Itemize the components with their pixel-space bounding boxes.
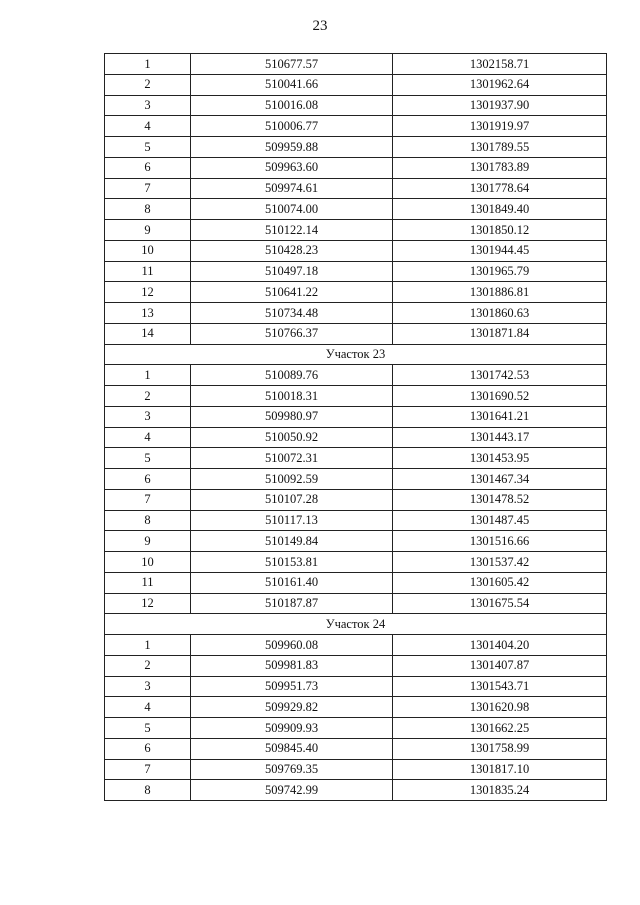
table-row — [105, 469, 607, 490]
x-coordinate-cell: 510428.23 — [191, 240, 393, 261]
y-coordinate-cell: 1301662.25 — [393, 718, 607, 739]
y-coordinate-cell: 1301516.66 — [393, 531, 607, 552]
point-number-cell: 2 — [105, 74, 191, 95]
point-number-cell: 7 — [105, 489, 191, 510]
x-coordinate-cell: 510006.77 — [191, 116, 393, 137]
x-coordinate-cell: 510161.40 — [191, 572, 393, 593]
table-row — [105, 74, 607, 95]
table-row — [105, 178, 607, 199]
y-coordinate-cell: 1301849.40 — [393, 199, 607, 220]
x-coordinate-cell: 509980.97 — [191, 406, 393, 427]
x-coordinate-cell: 510734.48 — [191, 303, 393, 324]
x-coordinate-cell: 510149.84 — [191, 531, 393, 552]
y-coordinate-cell: 1301407.87 — [393, 655, 607, 676]
coordinates-table — [104, 53, 607, 801]
point-number-cell: 12 — [105, 282, 191, 303]
y-coordinate-cell: 1301620.98 — [393, 697, 607, 718]
y-coordinate-cell: 1301453.95 — [393, 448, 607, 469]
y-coordinate-cell: 1301537.42 — [393, 552, 607, 573]
table-row — [105, 303, 607, 324]
point-number-cell: 6 — [105, 157, 191, 178]
x-coordinate-cell: 510107.28 — [191, 489, 393, 510]
table-row — [105, 572, 607, 593]
point-number-cell: 1 — [105, 365, 191, 386]
y-coordinate-cell: 1301690.52 — [393, 386, 607, 407]
x-coordinate-cell: 510677.57 — [191, 54, 393, 75]
y-coordinate-cell: 1301965.79 — [393, 261, 607, 282]
y-coordinate-cell: 1301817.10 — [393, 759, 607, 780]
y-coordinate-cell: 1301641.21 — [393, 406, 607, 427]
x-coordinate-cell: 510122.14 — [191, 220, 393, 241]
y-coordinate-cell: 1301478.52 — [393, 489, 607, 510]
point-number-cell: 1 — [105, 635, 191, 656]
table-row — [105, 406, 607, 427]
table-row — [105, 780, 607, 801]
point-number-cell: 4 — [105, 697, 191, 718]
point-number-cell: 5 — [105, 448, 191, 469]
table-row — [105, 95, 607, 116]
table-row — [105, 240, 607, 261]
table-row — [105, 676, 607, 697]
table-row — [105, 635, 607, 656]
section-header-row — [105, 344, 607, 365]
point-number-cell: 4 — [105, 116, 191, 137]
x-coordinate-cell: 510072.31 — [191, 448, 393, 469]
table-row — [105, 448, 607, 469]
x-coordinate-cell: 509981.83 — [191, 655, 393, 676]
y-coordinate-cell: 1301404.20 — [393, 635, 607, 656]
point-number-cell: 2 — [105, 386, 191, 407]
table-row — [105, 655, 607, 676]
point-number-cell: 1 — [105, 54, 191, 75]
table-row — [105, 54, 607, 75]
x-coordinate-cell: 509974.61 — [191, 178, 393, 199]
point-number-cell: 11 — [105, 572, 191, 593]
point-number-cell: 3 — [105, 406, 191, 427]
point-number-cell: 7 — [105, 178, 191, 199]
x-coordinate-cell: 509909.93 — [191, 718, 393, 739]
y-coordinate-cell: 1301962.64 — [393, 74, 607, 95]
section-title: Участок 23 — [105, 344, 607, 365]
table-row — [105, 323, 607, 344]
y-coordinate-cell: 1301543.71 — [393, 676, 607, 697]
point-number-cell: 14 — [105, 323, 191, 344]
point-number-cell: 13 — [105, 303, 191, 324]
y-coordinate-cell: 1301871.84 — [393, 323, 607, 344]
table-row — [105, 552, 607, 573]
y-coordinate-cell: 1302158.71 — [393, 54, 607, 75]
point-number-cell: 10 — [105, 552, 191, 573]
table-row — [105, 261, 607, 282]
y-coordinate-cell: 1301778.64 — [393, 178, 607, 199]
table-row — [105, 365, 607, 386]
x-coordinate-cell: 509769.35 — [191, 759, 393, 780]
table-row — [105, 510, 607, 531]
x-coordinate-cell: 509742.99 — [191, 780, 393, 801]
y-coordinate-cell: 1301742.53 — [393, 365, 607, 386]
point-number-cell: 4 — [105, 427, 191, 448]
y-coordinate-cell: 1301835.24 — [393, 780, 607, 801]
page-number: 23 — [312, 18, 328, 34]
point-number-cell: 11 — [105, 261, 191, 282]
y-coordinate-cell: 1301675.54 — [393, 593, 607, 614]
point-number-cell: 8 — [105, 199, 191, 220]
point-number-cell: 3 — [105, 95, 191, 116]
point-number-cell: 7 — [105, 759, 191, 780]
point-number-cell: 6 — [105, 738, 191, 759]
x-coordinate-cell: 509929.82 — [191, 697, 393, 718]
table-row — [105, 220, 607, 241]
point-number-cell: 9 — [105, 220, 191, 241]
x-coordinate-cell: 510153.81 — [191, 552, 393, 573]
y-coordinate-cell: 1301789.55 — [393, 137, 607, 158]
table-row — [105, 116, 607, 137]
y-coordinate-cell: 1301467.34 — [393, 469, 607, 490]
y-coordinate-cell: 1301758.99 — [393, 738, 607, 759]
section-title: Участок 24 — [105, 614, 607, 635]
x-coordinate-cell: 509959.88 — [191, 137, 393, 158]
x-coordinate-cell: 510050.92 — [191, 427, 393, 448]
x-coordinate-cell: 510016.08 — [191, 95, 393, 116]
point-number-cell: 8 — [105, 510, 191, 531]
x-coordinate-cell: 510074.00 — [191, 199, 393, 220]
x-coordinate-cell: 510018.31 — [191, 386, 393, 407]
point-number-cell: 10 — [105, 240, 191, 261]
table-row — [105, 282, 607, 303]
table-row — [105, 697, 607, 718]
y-coordinate-cell: 1301860.63 — [393, 303, 607, 324]
x-coordinate-cell: 510187.87 — [191, 593, 393, 614]
point-number-cell: 8 — [105, 780, 191, 801]
x-coordinate-cell: 509963.60 — [191, 157, 393, 178]
x-coordinate-cell: 510092.59 — [191, 469, 393, 490]
table-row — [105, 531, 607, 552]
y-coordinate-cell: 1301605.42 — [393, 572, 607, 593]
x-coordinate-cell: 510041.66 — [191, 74, 393, 95]
y-coordinate-cell: 1301919.97 — [393, 116, 607, 137]
point-number-cell: 9 — [105, 531, 191, 552]
table-row — [105, 718, 607, 739]
point-number-cell: 2 — [105, 655, 191, 676]
y-coordinate-cell: 1301937.90 — [393, 95, 607, 116]
point-number-cell: 5 — [105, 137, 191, 158]
table-row — [105, 199, 607, 220]
x-coordinate-cell: 510641.22 — [191, 282, 393, 303]
y-coordinate-cell: 1301886.81 — [393, 282, 607, 303]
y-coordinate-cell: 1301944.45 — [393, 240, 607, 261]
table-row — [105, 427, 607, 448]
x-coordinate-cell: 510089.76 — [191, 365, 393, 386]
x-coordinate-cell: 509845.40 — [191, 738, 393, 759]
x-coordinate-cell: 510117.13 — [191, 510, 393, 531]
table-row — [105, 593, 607, 614]
section-header-row — [105, 614, 607, 635]
table-row — [105, 489, 607, 510]
y-coordinate-cell: 1301783.89 — [393, 157, 607, 178]
x-coordinate-cell: 509960.08 — [191, 635, 393, 656]
point-number-cell: 6 — [105, 469, 191, 490]
point-number-cell: 3 — [105, 676, 191, 697]
y-coordinate-cell: 1301443.17 — [393, 427, 607, 448]
table-row — [105, 157, 607, 178]
y-coordinate-cell: 1301850.12 — [393, 220, 607, 241]
x-coordinate-cell: 509951.73 — [191, 676, 393, 697]
table-row — [105, 386, 607, 407]
x-coordinate-cell: 510497.18 — [191, 261, 393, 282]
y-coordinate-cell: 1301487.45 — [393, 510, 607, 531]
coordinates-table-body — [105, 54, 607, 801]
table-row — [105, 738, 607, 759]
table-row — [105, 137, 607, 158]
table-row — [105, 759, 607, 780]
point-number-cell: 5 — [105, 718, 191, 739]
point-number-cell: 12 — [105, 593, 191, 614]
x-coordinate-cell: 510766.37 — [191, 323, 393, 344]
